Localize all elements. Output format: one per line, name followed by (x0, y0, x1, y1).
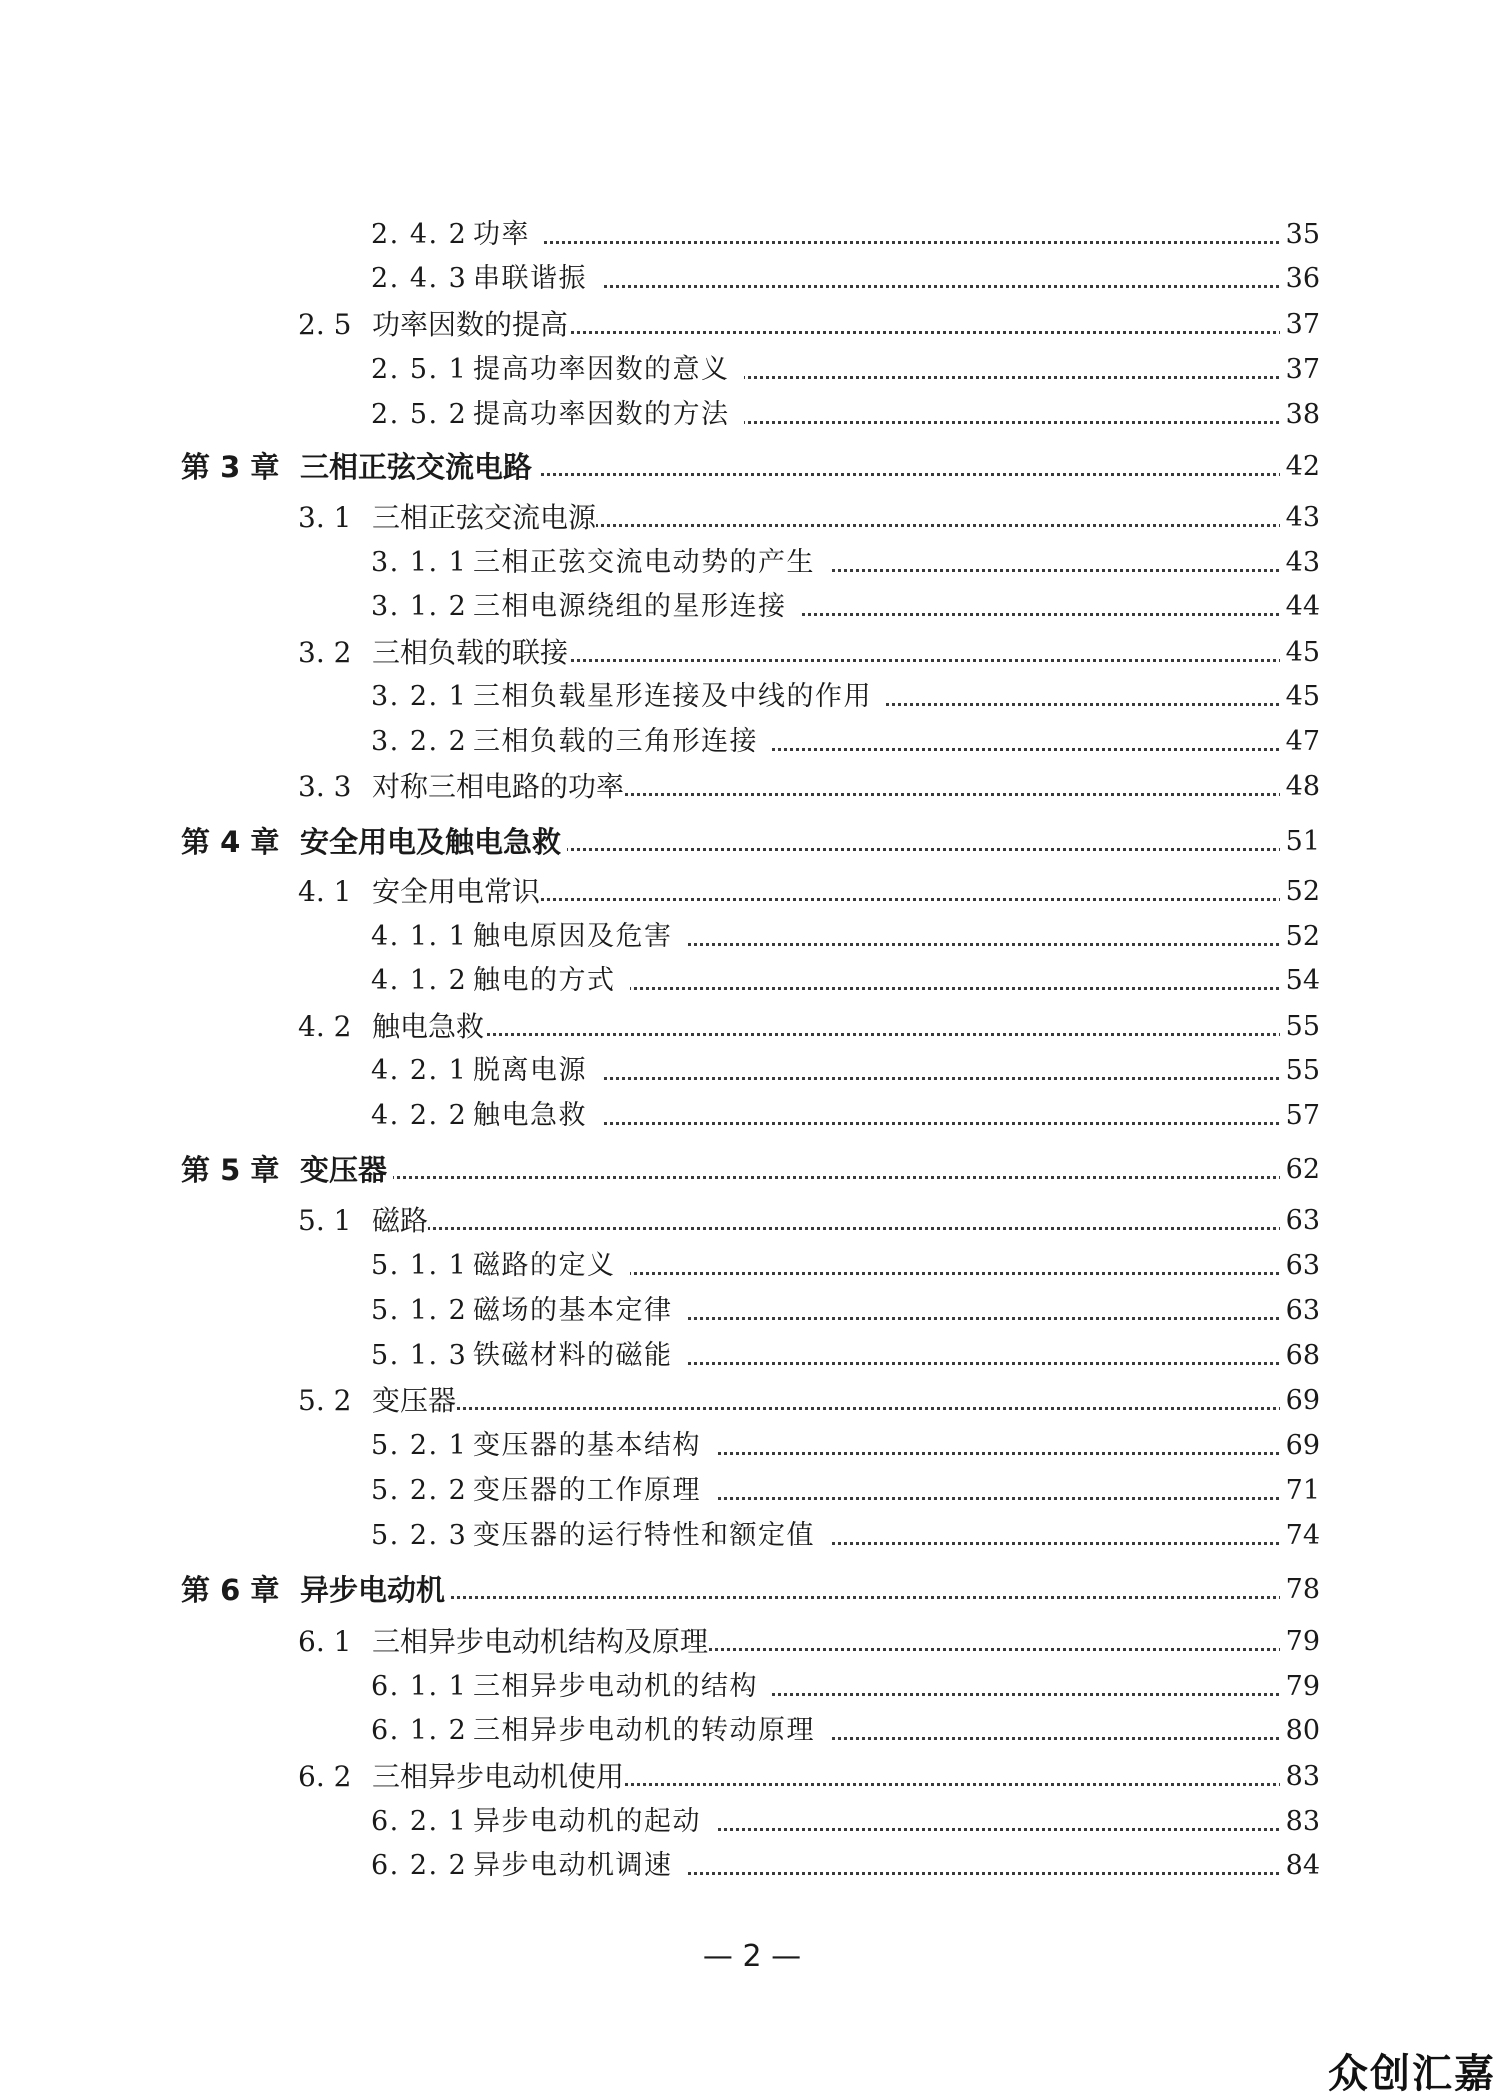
toc-entry-page: 78 (1280, 1570, 1320, 1610)
toc-entry-page: 74 (1280, 1516, 1320, 1556)
toc-entry-title: 安全用电常识 (372, 872, 540, 912)
toc-chapter-entry[interactable] (0, 1570, 1504, 1610)
toc-leader-dots (372, 1407, 1320, 1410)
toc-section-entry[interactable] (0, 1381, 1504, 1421)
toc-entry-number: 3. 2. 1 (371, 681, 468, 712)
toc-entry-title: 触电急救 (372, 1007, 484, 1047)
toc-section-entry[interactable] (0, 498, 1504, 538)
toc-entry-title: 三相负载的三角形连接 (473, 722, 772, 762)
toc-entry-title: 异步电动机 (300, 1570, 451, 1610)
toc-entry-title: 三相正弦交流电路 (300, 447, 538, 487)
toc-entry-number: 5. 1. 3 (371, 1340, 468, 1371)
toc-entry-title: 功率 (473, 215, 544, 255)
toc-entry-page: 38 (1280, 395, 1320, 435)
toc-entry-title: 三相异步电动机的转动原理 (473, 1711, 829, 1751)
toc-entry-title: 铁磁材料的磁能 (473, 1336, 687, 1376)
toc-entry-title: 安全用电及触电急救 (300, 822, 567, 862)
toc-entry-title: 串联谐振 (473, 259, 601, 299)
toc-sub-entry[interactable] (0, 1096, 1504, 1136)
toc-entry-page: 45 (1280, 633, 1320, 673)
toc-entry-title: 三相异步电动机结构及原理 (372, 1622, 708, 1662)
toc-entry-number: 2. 4. 2 (371, 219, 468, 250)
toc-entry-title: 三相电源绕组的星形连接 (473, 587, 801, 627)
toc-entry-title: 提高功率因数的意义 (473, 350, 744, 390)
toc-entry-title: 提高功率因数的方法 (473, 395, 744, 435)
toc-entry-page: 51 (1280, 822, 1320, 862)
toc-entry-title: 变压器的工作原理 (473, 1471, 715, 1511)
toc-entry-number: 3. 2 (298, 636, 352, 669)
toc-entry-title: 功率因数的提高 (372, 305, 568, 345)
toc-entry-title: 变压器 (372, 1381, 456, 1421)
toc-sub-entry[interactable] (0, 722, 1504, 762)
toc-entry-number: 3. 1. 1 (371, 547, 468, 578)
toc-entry-title: 触电急救 (473, 1096, 601, 1136)
toc-entry-page: 36 (1280, 259, 1320, 299)
toc-entry-title: 三相正弦交流电源 (372, 498, 596, 538)
toc-entry-title: 异步电动机的起动 (473, 1802, 715, 1842)
toc-sub-entry[interactable] (0, 1667, 1504, 1707)
toc-chapter-entry[interactable] (0, 822, 1504, 862)
toc-entry-number: 2. 5. 2 (371, 399, 468, 430)
toc-section-entry[interactable] (0, 1757, 1504, 1797)
toc-leader-dots (372, 1227, 1320, 1230)
toc-sub-entry[interactable] (0, 543, 1504, 583)
toc-entry-title: 脱离电源 (473, 1051, 601, 1091)
toc-entry-page: 63 (1280, 1291, 1320, 1331)
toc-entry-number: 6. 2 (298, 1760, 352, 1793)
toc-entry-number: 3. 3 (298, 770, 352, 803)
toc-entry-title: 三相异步电动机的结构 (473, 1667, 772, 1707)
toc-section-entry[interactable] (0, 633, 1504, 673)
toc-entry-page: 69 (1280, 1381, 1320, 1421)
toc-sub-entry[interactable] (0, 1516, 1504, 1556)
toc-sub-entry[interactable] (0, 1246, 1504, 1286)
toc-entry-page: 43 (1280, 498, 1320, 538)
toc-entry-page: 71 (1280, 1471, 1320, 1511)
toc-entry-number: 3. 1. 2 (371, 591, 468, 622)
toc-section-entry[interactable] (0, 1622, 1504, 1662)
toc-section-entry[interactable] (0, 1007, 1504, 1047)
toc-entry-title: 变压器的基本结构 (473, 1426, 715, 1466)
toc-entry-page: 42 (1280, 447, 1320, 487)
toc-chapter-entry[interactable] (0, 447, 1504, 487)
toc-entry-number: 2. 4. 3 (371, 263, 468, 294)
toc-sub-entry[interactable] (0, 1846, 1504, 1886)
toc-entry-number: 6. 2. 1 (371, 1806, 468, 1837)
toc-entry-page: 79 (1280, 1667, 1320, 1707)
toc-sub-entry[interactable] (0, 1426, 1504, 1466)
toc-entry-number: 5. 2. 1 (371, 1430, 468, 1461)
toc-entry-title: 变压器的运行特性和额定值 (473, 1516, 829, 1556)
toc-entry-page: 62 (1280, 1150, 1320, 1190)
toc-section-entry[interactable] (0, 767, 1504, 807)
toc-sub-entry[interactable] (0, 1471, 1504, 1511)
toc-section-entry[interactable] (0, 305, 1504, 345)
toc-entry-page: 63 (1280, 1201, 1320, 1241)
toc-entry-page: 47 (1280, 722, 1320, 762)
toc-entry-page: 79 (1280, 1622, 1320, 1662)
toc-entry-page: 45 (1280, 677, 1320, 717)
toc-entry-number: 6. 1. 2 (371, 1715, 468, 1746)
toc-entry-page: 44 (1280, 587, 1320, 627)
toc-entry-page: 54 (1280, 961, 1320, 1001)
toc-entry-page: 80 (1280, 1711, 1320, 1751)
toc-entry-page: 55 (1280, 1051, 1320, 1091)
toc-entry-page: 57 (1280, 1096, 1320, 1136)
toc-sub-entry[interactable] (0, 350, 1504, 390)
toc-entry-number: 4. 2 (298, 1010, 352, 1043)
toc-sub-entry[interactable] (0, 587, 1504, 627)
toc-sub-entry[interactable] (0, 215, 1504, 255)
toc-entry-page: 48 (1280, 767, 1320, 807)
toc-leader-dots (300, 1176, 1320, 1179)
toc-leader-dots (473, 241, 1320, 244)
toc-entry-number: 6. 1 (298, 1625, 352, 1658)
toc-entry-page: 35 (1280, 215, 1320, 255)
toc-entry-title: 三相异步电动机使用 (372, 1757, 624, 1797)
toc-leader-dots (300, 1596, 1320, 1599)
toc-chapter-entry[interactable] (0, 1150, 1504, 1190)
toc-entry-number: 5. 1. 2 (371, 1295, 468, 1326)
toc-entry-title: 磁路的定义 (473, 1246, 630, 1286)
toc-entry-number: 5. 2 (298, 1384, 352, 1417)
toc-entry-page: 83 (1280, 1802, 1320, 1842)
toc-entry-title: 异步电动机调速 (473, 1846, 687, 1886)
toc-sub-entry[interactable] (0, 961, 1504, 1001)
toc-entry-title: 触电的方式 (473, 961, 630, 1001)
toc-entry-number: 3. 1 (298, 501, 352, 534)
toc-entry-number: 第 6 章 (181, 1573, 280, 1607)
toc-sub-entry[interactable] (0, 1802, 1504, 1842)
toc-entry-page: 52 (1280, 872, 1320, 912)
toc-entry-number: 5. 2. 2 (371, 1475, 468, 1506)
toc-entry-number: 4. 2. 1 (371, 1055, 468, 1086)
toc-entry-page: 69 (1280, 1426, 1320, 1466)
toc-entry-page: 68 (1280, 1336, 1320, 1376)
toc-entry-number: 4. 1. 2 (371, 965, 468, 996)
toc-entry-number: 5. 1. 1 (371, 1250, 468, 1281)
toc-entry-number: 第 5 章 (181, 1153, 280, 1187)
toc-sub-entry[interactable] (0, 1051, 1504, 1091)
toc-entry-title: 触电原因及危害 (473, 917, 687, 957)
toc-entry-page: 37 (1280, 350, 1320, 390)
toc-sub-entry[interactable] (0, 917, 1504, 957)
page-number: — 2 — (702, 1939, 802, 1974)
toc-entry-title: 变压器 (300, 1150, 393, 1190)
toc-entry-number: 2. 5. 1 (371, 354, 468, 385)
toc-entry-number: 6. 2. 2 (371, 1850, 468, 1881)
toc-sub-entry[interactable] (0, 259, 1504, 299)
toc-entry-number: 5. 2. 3 (371, 1520, 468, 1551)
toc-entry-title: 磁场的基本定律 (473, 1291, 687, 1331)
toc-section-entry[interactable] (0, 1201, 1504, 1241)
toc-entry-page: 83 (1280, 1757, 1320, 1797)
toc-entry-number: 2. 5 (298, 308, 352, 341)
toc-entry-title: 三相负载星形连接及中线的作用 (473, 677, 886, 717)
toc-entry-page: 43 (1280, 543, 1320, 583)
toc-entry-number: 4. 2. 2 (371, 1100, 468, 1131)
toc-sub-entry[interactable] (0, 395, 1504, 435)
toc-sub-entry[interactable] (0, 1291, 1504, 1331)
toc-leader-dots (372, 1033, 1320, 1036)
toc-entry-number: 4. 1. 1 (371, 921, 468, 952)
toc-entry-number: 6. 1. 1 (371, 1671, 468, 1702)
toc-entry-title: 三相正弦交流电动势的产生 (473, 543, 829, 583)
toc-entry-number: 第 3 章 (181, 450, 280, 484)
toc-entry-page: 55 (1280, 1007, 1320, 1047)
toc-entry-title: 磁路 (372, 1201, 428, 1241)
toc-sub-entry[interactable] (0, 1336, 1504, 1376)
toc-entry-page: 63 (1280, 1246, 1320, 1286)
toc-entry-title: 对称三相电路的功率 (372, 767, 624, 807)
toc-section-entry[interactable] (0, 872, 1504, 912)
toc-entry-title: 三相负载的联接 (372, 633, 568, 673)
toc-sub-entry[interactable] (0, 1711, 1504, 1751)
toc-entry-page: 37 (1280, 305, 1320, 345)
toc-sub-entry[interactable] (0, 677, 1504, 717)
toc-entry-page: 52 (1280, 917, 1320, 957)
toc-entry-number: 3. 2. 2 (371, 726, 468, 757)
toc-entry-number: 5. 1 (298, 1204, 352, 1237)
toc-entry-page: 84 (1280, 1846, 1320, 1886)
toc-entry-number: 4. 1 (298, 875, 352, 908)
toc-entry-number: 第 4 章 (181, 825, 280, 859)
watermark-logo: 众创汇嘉 (1328, 2051, 1496, 2097)
